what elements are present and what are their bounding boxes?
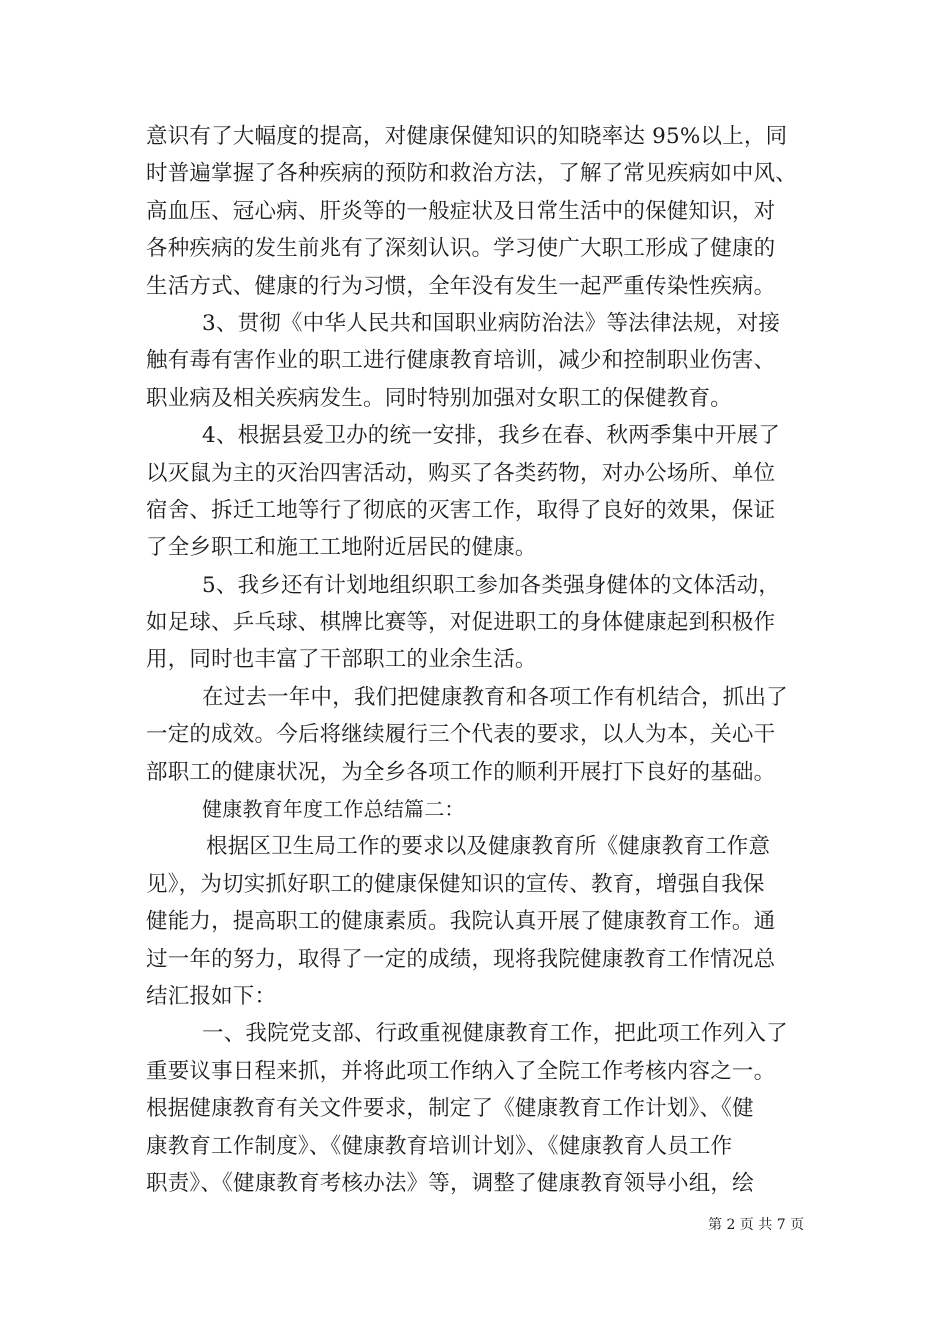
text-line: 职业病及相关疾病发生。同时特别加强对女职工的保健教育。: [146, 385, 732, 411]
text-line: 各种疾病的发生前兆有了深刻认识。学习使广大职工形成了健康的: [146, 236, 776, 262]
text-line: 时普遍掌握了各种疾病的预防和救治方法，了解了常见疾病如中风、: [146, 161, 798, 187]
paragraph-start-line: 4、根据县爱卫办的统一安排，我乡在春、秋两季集中开展了: [202, 423, 781, 449]
text-line: 如足球、乒乓球、棋牌比赛等，对促进职工的身体健康起到积极作: [146, 610, 776, 636]
paragraph-start-line: 根据区卫生局工作的要求以及健康教育所《健康教育工作意: [206, 834, 771, 860]
text-line: 过一年的努力，取得了一定的成绩，现将我院健康教育工作情况总: [146, 946, 776, 972]
text-line: 重要议事日程来抓，并将此项工作纳入了全院工作考核内容之一。: [146, 1058, 776, 1084]
text-line: 了全乡职工和施工工地附近居民的健康。: [146, 535, 537, 561]
text-line: 宿舍、拆迁工地等行了彻底的灭害工作，取得了良好的效果，保证: [146, 497, 776, 523]
document-body: [146, 118, 810, 1202]
text-line: 一定的成效。今后将继续履行三个代表的要求，以人为本，关心干: [146, 722, 776, 748]
text-line: 生活方式、健康的行为习惯，全年没有发生一起严重传染性疾病。: [146, 273, 776, 299]
text-line: 根据健康教育有关文件要求，制定了《健康教育工作计划》、《健: [146, 1096, 754, 1122]
text-line: 见》，为切实抓好职工的健康保健知识的宣传、教育，增强自我保: [146, 871, 765, 897]
text-line: 以灭鼠为主的灭治四害活动，购买了各类药物，对办公场所、单位: [146, 460, 776, 486]
paragraph-start-line: 5、我乡还有计划地组织职工参加各类强身健体的文体活动，: [202, 572, 781, 598]
text-line: 高血压、冠心病、肝炎等的一般症状及日常生活中的保健知识，对: [146, 198, 776, 224]
section-heading: 健康教育年度工作总结篇二：: [202, 797, 465, 822]
text-line: 结汇报如下：: [146, 983, 277, 1009]
text-line: 意识有了大幅度的提高，对健康保健知识的知晓率达 95%以上，同: [146, 124, 788, 149]
paragraph-start-line: 3、贯彻《中华人民共和国职业病防治法》等法律法规，对接: [202, 310, 781, 336]
paragraph-start-line: 在过去一年中，我们把健康教育和各项工作有机结合，抓出了: [202, 684, 788, 710]
text-line: 康教育工作制度》、《健康教育培训计划》、《健康教育人员工作: [146, 1133, 733, 1159]
text-line: 健能力，提高职工的健康素质。我院认真开展了健康教育工作。通: [146, 909, 776, 935]
page-number: 第 2 页 共 7 页: [708, 1217, 805, 1233]
text-line: 用，同时也丰富了干部职工的业余生活。: [146, 647, 537, 673]
paragraph-start-line: 一、我院党支部、行政重视健康教育工作，把此项工作列入了: [202, 1021, 788, 1047]
text-line: 职责》、《健康教育考核办法》等，调整了健康教育领导小组，绘: [146, 1170, 754, 1196]
text-line: 触有毒有害作业的职工进行健康教育培训，减少和控制职业伤害、: [146, 348, 776, 374]
text-line: 部职工的健康状况，为全乡各项工作的顺利开展打下良好的基础。: [146, 759, 776, 785]
